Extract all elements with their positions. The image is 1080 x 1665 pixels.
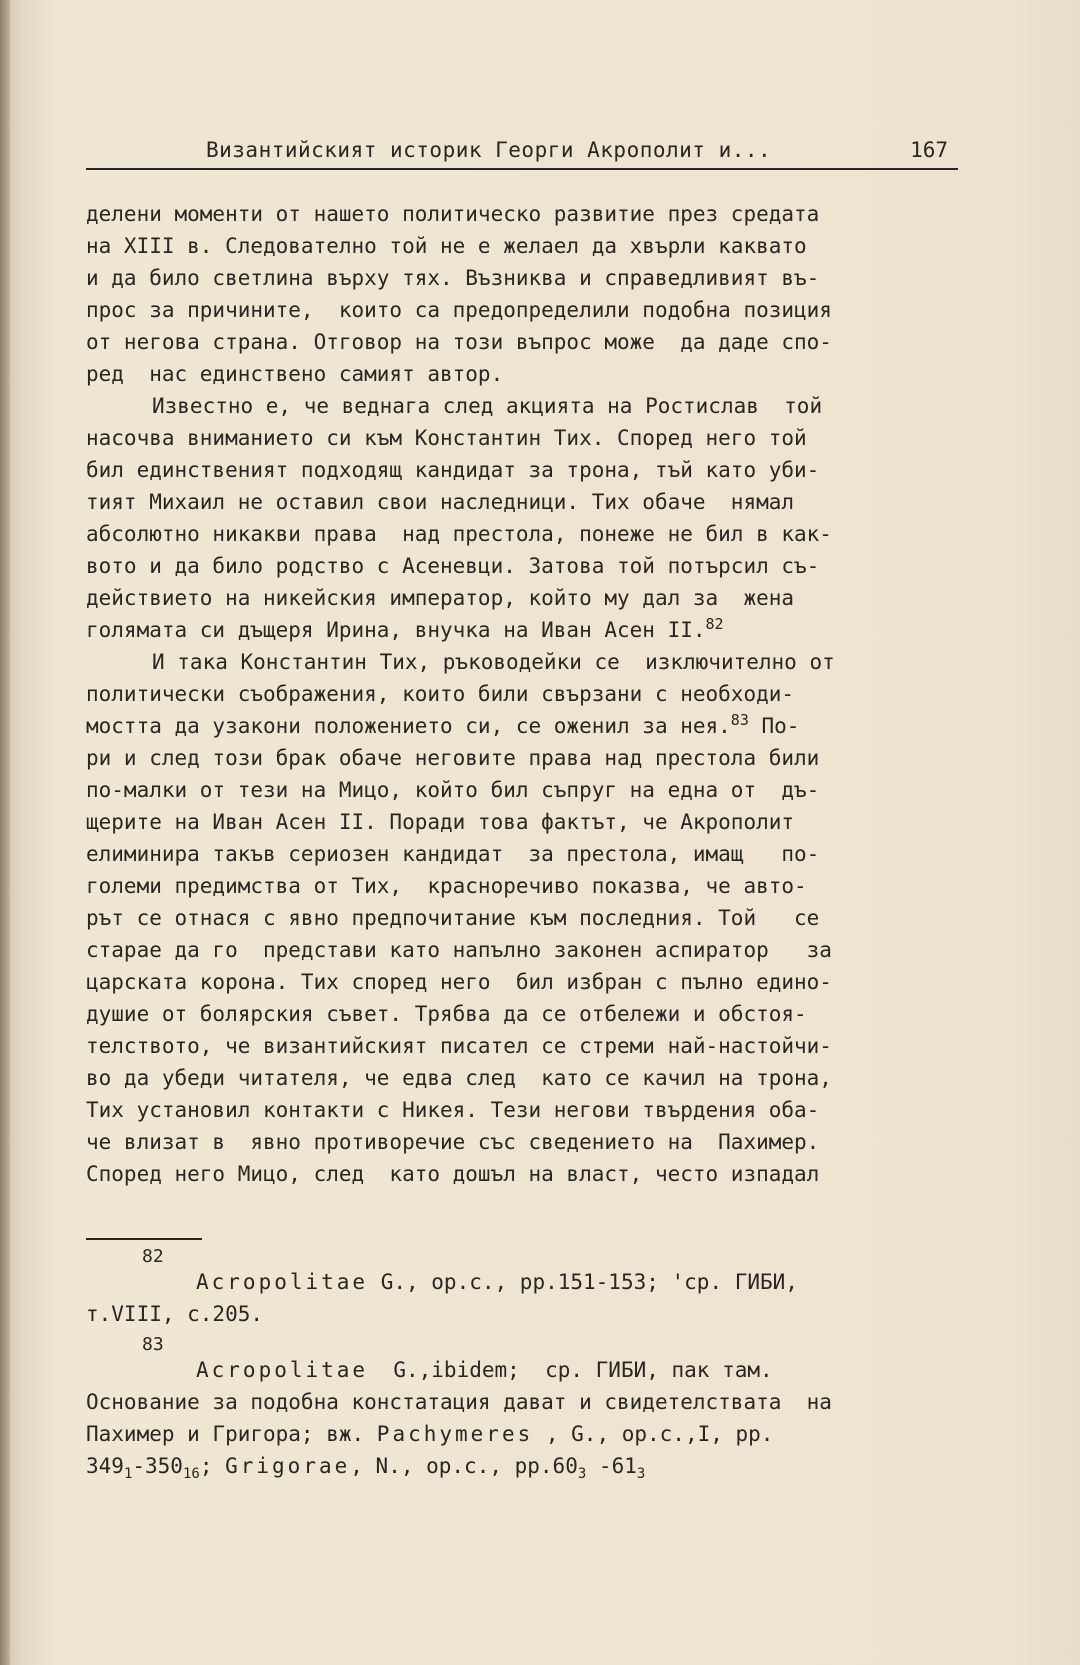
footnote-83-line: Основание за подобна констатация дават и свидетелствата на	[86, 1390, 832, 1414]
footnote-82-line: т.VIII, с.205.	[86, 1302, 264, 1326]
page-number: 167	[910, 138, 948, 162]
footnote-text: , N., op.c., pp.60	[350, 1454, 578, 1478]
text-line: старае да го представи като напълно законен аспиратор за	[86, 938, 832, 962]
text-line: на XIII в. Следователно той не е желаел да хвърли каквато	[86, 234, 807, 258]
footnote-author: Acropolitae	[196, 1270, 369, 1294]
footnote-separator	[86, 1238, 202, 1240]
text-line: телството, че византийският писател се стреми най-настойчи-	[86, 1034, 832, 1058]
text-line-with-note	[86, 614, 966, 646]
running-title: Византийският историк Георги Акрополит и...	[206, 138, 772, 162]
footnote-text: ;	[199, 1454, 226, 1478]
text-line: тият Михаил не оставил свои наследници. Тих обаче нямал	[86, 490, 795, 514]
footnote-text: G., op.c., pp.151-153; 'ср. ГИБИ,	[368, 1270, 798, 1294]
footnote-text: -61	[586, 1454, 637, 1478]
text-line: насочва вниманието си към Константин Тих. Според него той	[86, 426, 807, 450]
subscript: 3	[577, 1466, 587, 1483]
text-line: големи предимства от Тих, красноречиво показва, че авто-	[86, 874, 807, 898]
text-line: делени моменти от нашето политическо развитие през средата	[86, 202, 820, 226]
text-line: по-малки от тези на Мицо, който бил съпруг на една от дъ-	[86, 778, 820, 802]
subscript: 1	[123, 1466, 133, 1483]
footnote-83-line	[86, 1418, 966, 1450]
text-line: Тих установил контакти с Никея. Тези негови твърдения оба-	[86, 1098, 820, 1122]
text-line: щерите на Иван Асен II. Поради това фактът, че Акрополит	[86, 810, 795, 834]
text-fragment: По-	[748, 714, 800, 738]
footnote-ref-82: 82	[705, 615, 724, 633]
subscript: 16	[182, 1466, 200, 1483]
text-line: Според него Мицо, след като дошъл на власт, често изпадал	[86, 1162, 820, 1186]
subscript: 3	[636, 1466, 646, 1483]
body-text	[86, 198, 966, 1190]
footnote-83-line	[86, 1354, 966, 1386]
text-line: и да било светлина върху тях. Възниква и справедливият въ-	[86, 266, 820, 290]
footnote-author: Grigorae	[225, 1454, 351, 1478]
text-fragment: мостта да узакони положението си, се оженил за нея.	[86, 714, 731, 738]
footnote-text: 349	[86, 1454, 124, 1478]
text-line: политически съображения, които били свързани с необходи-	[86, 682, 795, 706]
footnote-author: Acropolitae	[196, 1358, 369, 1382]
text-line: елиминира такъв сериозен кандидат за престола, имащ по-	[86, 842, 820, 866]
footnote-author: Pachymeres	[376, 1422, 534, 1446]
text-fragment: голямата си дъщеря Ирина, внучка на Иван Асен II.	[86, 618, 706, 642]
running-header	[86, 138, 958, 170]
text-line: душие от болярския съвет. Трябва да се отбележи и обстоя-	[86, 1002, 807, 1026]
text-line: от негова страна. Отговор на този въпрос може да даде спо-	[86, 330, 832, 354]
paragraph-start-line: Известно е, че веднага след акцията на Ростислав той	[152, 394, 823, 418]
footnote-text: Пахимер и Григора; вж.	[86, 1422, 377, 1446]
footnote-text: -350	[132, 1454, 183, 1478]
text-line: прос за причините, които са предопределили подобна позиция	[86, 298, 832, 322]
footnote-ref-83: 83	[730, 711, 749, 729]
footnote-number-83: 83	[142, 1334, 164, 1355]
footnote-83-line	[86, 1450, 966, 1482]
text-line: царската корона. Тих според него бил избран с пълно едино-	[86, 970, 832, 994]
text-line: действието на никейския император, който му дал за жена	[86, 586, 795, 610]
text-line: че влизат в явно противоречие със сведението на Пахимер.	[86, 1130, 820, 1154]
text-line: абсолютно никакви права над престола, понеже не бил в как-	[86, 522, 832, 546]
footnote-82-line	[86, 1266, 966, 1298]
text-line: рът се отнася с явно предпочитание към последния. Той се	[86, 906, 820, 930]
page-binding-edge	[0, 0, 10, 1665]
text-line: ри и след този брак обаче неговите права над престола били	[86, 746, 820, 770]
text-line: вото и да било родство с Асеневци. Затова той потърсил съ-	[86, 554, 820, 578]
footnote-text: , G., op.c.,I, pp.	[533, 1422, 774, 1446]
footnote-text: G.,ibidem; ср. ГИБИ, пак там.	[368, 1358, 773, 1382]
text-line-with-note	[86, 710, 966, 742]
text-line: во да убеди читателя, че едва след като се качил на трона,	[86, 1066, 832, 1090]
text-line: ред нас единствено самият автор.	[86, 362, 504, 386]
footnote-number-82: 82	[142, 1246, 164, 1267]
footnotes	[86, 1248, 966, 1482]
text-line: бил единственият подходящ кандидат за трона, тъй като уби-	[86, 458, 820, 482]
paragraph-start-line: И така Константин Тих, ръководейки се изключително от	[152, 650, 835, 674]
